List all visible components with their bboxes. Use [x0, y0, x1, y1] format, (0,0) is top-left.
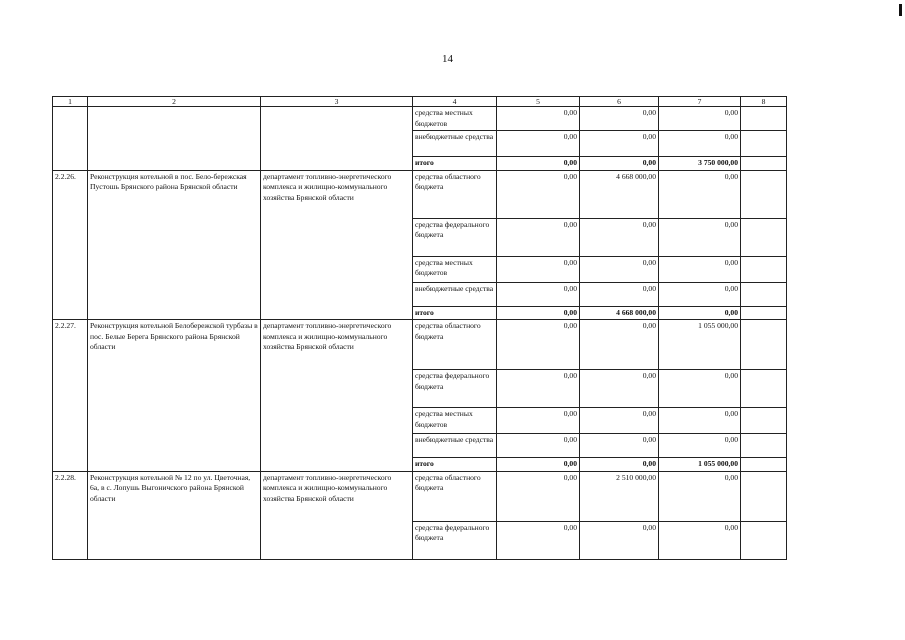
name-cell — [88, 107, 261, 171]
empty-cell — [741, 306, 787, 320]
source-cell: внебюджетные средства — [413, 282, 497, 306]
value-cell: 0,00 — [659, 306, 741, 320]
empty-cell — [741, 256, 787, 282]
table-row — [53, 107, 787, 131]
header-cell: 8 — [741, 97, 787, 107]
table-row — [53, 320, 787, 370]
value-cell: 0,00 — [497, 434, 580, 458]
value-cell: 0,00 — [580, 408, 659, 434]
header-cell: 2 — [88, 97, 261, 107]
value-cell: 4 668 000,00 — [580, 170, 659, 218]
empty-cell — [741, 282, 787, 306]
value-cell: 0,00 — [497, 131, 580, 157]
empty-cell — [741, 107, 787, 131]
source-cell: внебюджетные средства — [413, 434, 497, 458]
value-cell: 0,00 — [497, 218, 580, 256]
value-cell: 0,00 — [580, 320, 659, 370]
value-cell: 0,00 — [580, 107, 659, 131]
value-cell: 0,00 — [497, 458, 580, 472]
executor-cell: департамент топливно-энергетического комплекса и жилищно-коммунального хозяйства Брянской области — [261, 320, 413, 472]
empty-cell — [741, 320, 787, 370]
code-cell — [53, 107, 88, 171]
page-number: 14 — [442, 53, 453, 65]
empty-cell — [741, 434, 787, 458]
empty-cell — [741, 370, 787, 408]
table-row — [53, 471, 787, 521]
header-cell: 3 — [261, 97, 413, 107]
value-cell: 0,00 — [659, 408, 741, 434]
empty-cell — [741, 471, 787, 521]
header-cell: 6 — [580, 97, 659, 107]
value-cell: 0,00 — [580, 458, 659, 472]
value-cell: 0,00 — [497, 256, 580, 282]
source-cell: итого — [413, 157, 497, 171]
name-cell: Реконструкция котельной № 12 по ул. Цветочная, 6а, в с. Лопушь Выгоничского района Брянской области — [88, 471, 261, 559]
value-cell: 0,00 — [659, 131, 741, 157]
value-cell: 0,00 — [497, 157, 580, 171]
source-cell: средства федерального бюджета — [413, 218, 497, 256]
budget-table — [52, 96, 787, 560]
empty-cell — [741, 521, 787, 559]
empty-cell — [741, 458, 787, 472]
value-cell: 2 510 000,00 — [580, 471, 659, 521]
value-cell: 0,00 — [659, 434, 741, 458]
source-cell: средства местных бюджетов — [413, 408, 497, 434]
value-cell: 0,00 — [580, 256, 659, 282]
value-cell: 0,00 — [659, 282, 741, 306]
code-cell: 2.2.27. — [53, 320, 88, 472]
value-cell: 0,00 — [580, 521, 659, 559]
empty-cell — [741, 131, 787, 157]
header-cell: 4 — [413, 97, 497, 107]
source-cell: внебюджетные средства — [413, 131, 497, 157]
code-cell: 2.2.28. — [53, 471, 88, 559]
empty-cell — [741, 157, 787, 171]
source-cell: средства областного бюджета — [413, 471, 497, 521]
value-cell: 0,00 — [659, 370, 741, 408]
name-cell: Реконструкция котельной Белобережской турбазы в пос. Белые Берега Брянского района Брянской области — [88, 320, 261, 472]
value-cell: 0,00 — [580, 370, 659, 408]
executor-cell: департамент топливно-энергетического комплекса и жилищно-коммунального хозяйства Брянской области — [261, 471, 413, 559]
name-cell: Реконструкция котельной в пос. Бело-бережская Пустошь Брянского района Брянской области — [88, 170, 261, 320]
header-cell: 1 — [53, 97, 88, 107]
value-cell: 0,00 — [580, 131, 659, 157]
value-cell: 1 055 000,00 — [659, 320, 741, 370]
value-cell: 0,00 — [580, 282, 659, 306]
code-cell: 2.2.26. — [53, 170, 88, 320]
value-cell: 0,00 — [497, 521, 580, 559]
value-cell: 0,00 — [659, 256, 741, 282]
value-cell: 0,00 — [497, 306, 580, 320]
scan-edge-mark — [899, 4, 902, 16]
executor-cell — [261, 107, 413, 171]
header-row — [53, 97, 787, 107]
value-cell: 3 750 000,00 — [659, 157, 741, 171]
header-cell: 5 — [497, 97, 580, 107]
value-cell: 0,00 — [580, 218, 659, 256]
empty-cell — [741, 218, 787, 256]
table-row — [53, 170, 787, 218]
value-cell: 0,00 — [497, 170, 580, 218]
value-cell: 0,00 — [497, 370, 580, 408]
source-cell: итого — [413, 458, 497, 472]
value-cell: 0,00 — [659, 471, 741, 521]
source-cell: средства местных бюджетов — [413, 256, 497, 282]
value-cell: 0,00 — [580, 157, 659, 171]
value-cell: 0,00 — [497, 107, 580, 131]
executor-cell: департамент топливно-энергетического комплекса и жилищно-коммунального хозяйства Брянской области — [261, 170, 413, 320]
value-cell: 0,00 — [580, 434, 659, 458]
source-cell: средства местных бюджетов — [413, 107, 497, 131]
value-cell: 0,00 — [497, 282, 580, 306]
value-cell: 0,00 — [497, 471, 580, 521]
value-cell: 0,00 — [497, 320, 580, 370]
source-cell: средства федерального бюджета — [413, 521, 497, 559]
empty-cell — [741, 170, 787, 218]
value-cell: 0,00 — [659, 521, 741, 559]
source-cell: средства областного бюджета — [413, 170, 497, 218]
source-cell: средства федерального бюджета — [413, 370, 497, 408]
header-cell: 7 — [659, 97, 741, 107]
value-cell: 0,00 — [497, 408, 580, 434]
value-cell: 0,00 — [659, 170, 741, 218]
source-cell: итого — [413, 306, 497, 320]
value-cell: 0,00 — [659, 218, 741, 256]
source-cell: средства областного бюджета — [413, 320, 497, 370]
value-cell: 4 668 000,00 — [580, 306, 659, 320]
value-cell: 0,00 — [659, 107, 741, 131]
value-cell: 1 055 000,00 — [659, 458, 741, 472]
empty-cell — [741, 408, 787, 434]
